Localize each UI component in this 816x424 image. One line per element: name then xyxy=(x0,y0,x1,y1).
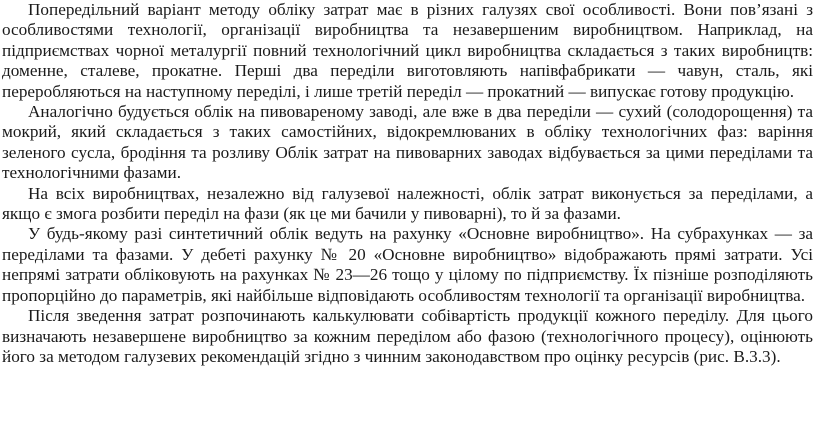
paragraph-metallurgy-example: Попередільний варіант методу обліку затрат має в різних галузях свої особливості. Вони пов’язані з особливостями технології, організації виробництва та незавершеним виробництвом. Наприклад, на підприємствах чорної металургії повний технологічний цикл виробництва складається з таких виробництв: доменне, сталеве, прокатне. Перші два переділи виготовляють напівфабрикати — чавун, сталь, які переробляються на наступному переділі, і лише третій переділ — прокатний — випускає готову продукцію. xyxy=(2,0,813,101)
paragraph-cost-accounting-by-stage: На всіх виробництвах, незалежно від галузевої належності, облік затрат виконується за переділами, а якщо є змога розбити переділ на фази (як це ми бачили у пивоварні), то й за фазами. xyxy=(2,183,813,224)
paragraph-synthetic-accounting: У будь-якому разі синтетичний облік ведуть на рахунку «Основне виробництво». На субрахунках — за переділами та фазами. У дебеті рахунку № 20 «Основне виробництво» відображають прямі затрати. Усі непрямі затрати обліковують на рахунках № 23—26 тощо у цілому по підприємству. Їх пізніше розподіляють пропорційно до параметрів, які найбільше відповідають особливостям технології та організації виробництва. xyxy=(2,224,813,305)
paragraph-cost-calculation: Після зведення затрат розпочинають калькулювати собівартість продукції кожного переділу. Для цього визначають незавершене виробництво за кожним переділом або фазою (технологічного процесу), оцінюють його за методом галузевих рекомендацій згідно з чинним законодавством про оцінку ресурсів (рис. В.3.3). xyxy=(2,306,813,366)
paragraph-brewery-example: Аналогічно будується облік на пивовареному заводі, але вже в два переділи — сухий (солодорощення) та мокрий, який складається з таких самостійних, відокремлюваних в обліку технологічних фаз: варіння зеленого сусла, бродіння та розливу Облік затрат на пивоварних заводах відбувається за цими переділами та технологічними фазами. xyxy=(2,102,813,183)
